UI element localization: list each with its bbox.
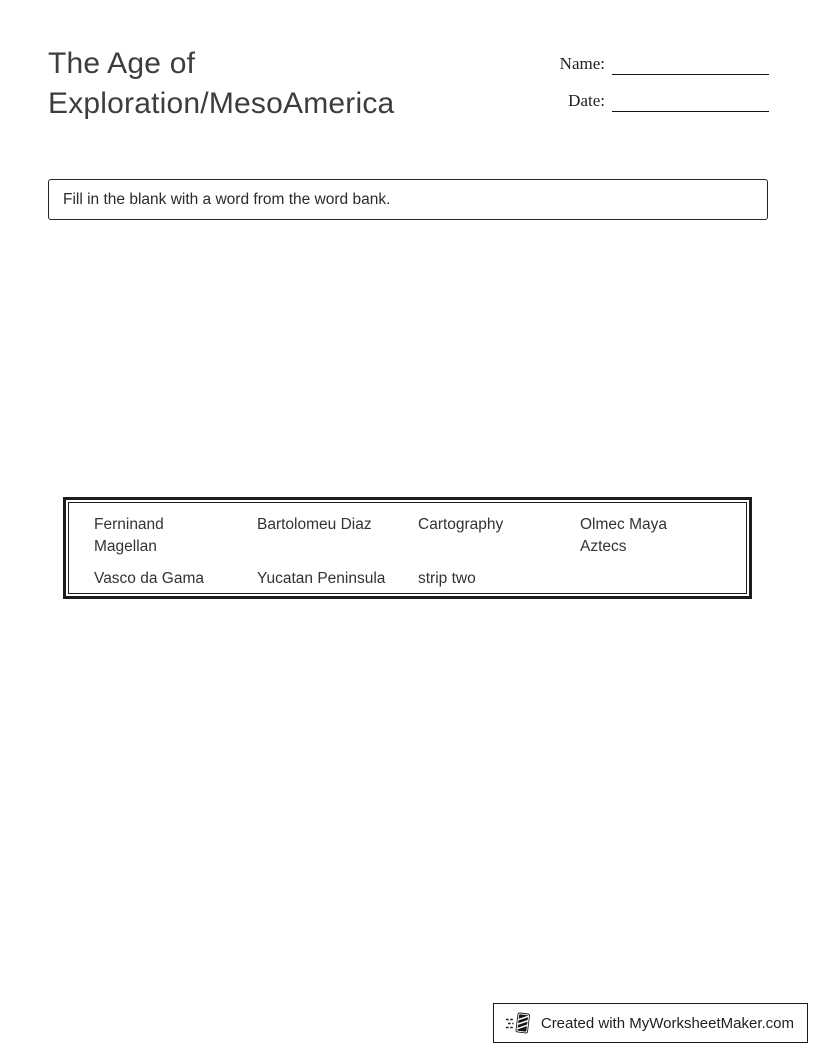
name-date-block: [549, 53, 769, 127]
footer-credit-text: Created with MyWorksheetMaker.com: [540, 1014, 794, 1032]
word-bank-item: Yucatan Peninsula: [257, 570, 386, 587]
word-bank-inner-border: [68, 502, 747, 594]
date-blank-line: [612, 93, 769, 112]
worksheetmaker-logo-icon: [505, 1011, 532, 1036]
instructions-text: Fill in the blank with a word from the word bank.: [63, 190, 391, 208]
page-title: The Age of Exploration/MesoAmerica: [48, 47, 395, 120]
name-field-row: [549, 53, 769, 75]
word-bank-item: Bartolomeu Diaz: [257, 516, 372, 533]
name-blank-line: [612, 56, 769, 75]
word-bank-grid: [94, 514, 738, 590]
word-bank-box: [63, 497, 752, 599]
name-label: Name:: [559, 54, 605, 73]
word-bank-item: Ferninand Magellan: [94, 516, 164, 555]
date-field-row: [549, 90, 769, 112]
word-bank-item: Cartography: [418, 516, 504, 533]
footer-credit-badge: [493, 1003, 808, 1043]
instructions-box: [48, 179, 768, 220]
word-bank-item: Olmec Maya Aztecs: [580, 516, 667, 555]
word-bank-item: Vasco da Gama: [94, 570, 204, 587]
date-label: Date:: [568, 91, 605, 110]
word-bank-item: strip two: [418, 570, 476, 587]
